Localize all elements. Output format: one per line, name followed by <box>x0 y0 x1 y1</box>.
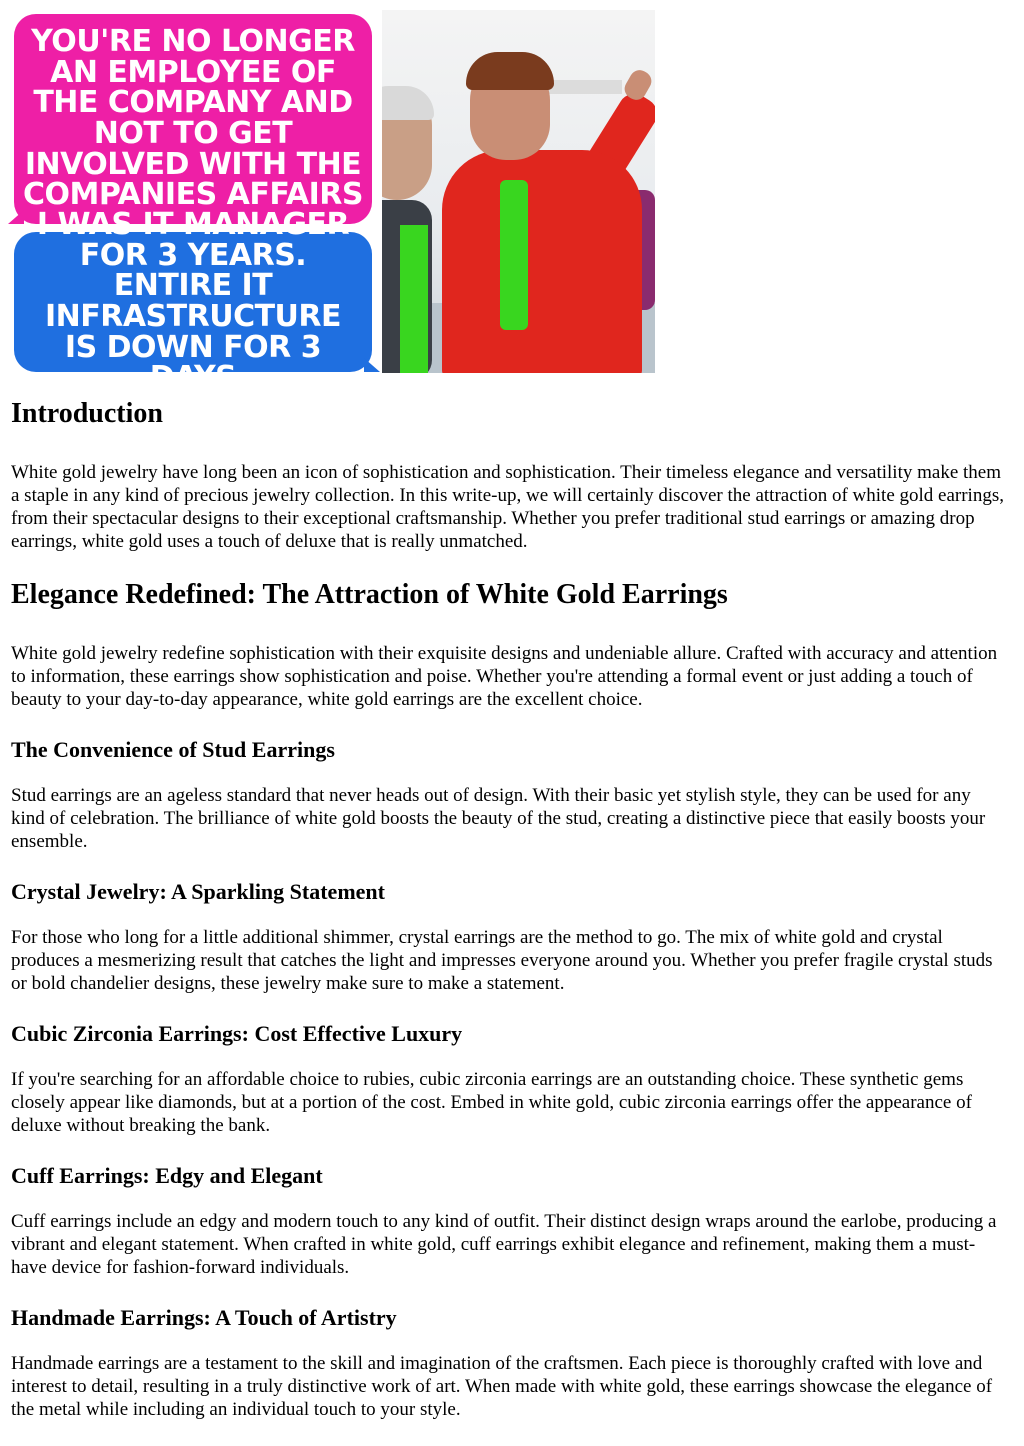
elegance-paragraph: White gold jewelry redefine sophistication with their exquisite designs and undeniable allure. Crafted with accuracy and attention to information, these earrings show sophistication and poise. Whether you're attending a formal event or just adding a touch of beauty to your day-to-day appearance, white gold earrings are the excellent choice. <box>11 643 998 710</box>
section-paragraph-handmade: Handmade earrings are a testament to the skill and imagination of the craftsmen. Each piece is thoroughly crafted with love and interest to detail, resulting in a truly distinctive work of art. When made with white gold, these earrings showcase the elegance of the metal while including an individual touch to your style. <box>11 1353 993 1420</box>
intro-heading: Introduction <box>11 398 163 429</box>
speech-bubble-top-text: YOU'RE NO LONGER AN EMPLOYEE OF THE COMPANY AND NOT TO GET INVOLVED WITH THE COMPANIES AFFAIRS <box>23 24 363 213</box>
section-paragraph-cubic-zirconia: If you're searching for an affordable choice to rubies, cubic zirconia earrings are an outstanding choice. These synthetic gems closely appear like diamonds, but at a portion of the cost. Embed in white gold, cubic zirconia earrings offer the appearance of deluxe without breaking the bank. <box>11 1069 972 1136</box>
section-paragraph-crystal: For those who long for a little additional shimmer, crystal earrings are the method to go. The mix of white gold and crystal produces a mesmerizing result that catches the light and impresses everyone around you. Whether you prefer fragile crystal studs or bold chandelier designs, these jewelry make sure to make a statement. <box>11 927 993 994</box>
photo-man-red-suit <box>442 150 642 373</box>
speech-bubble-top <box>14 14 372 224</box>
photo-man-hair <box>466 52 554 90</box>
bubble-tail <box>364 358 380 372</box>
photo-man-green-tie <box>500 180 528 330</box>
section-paragraph-cuff: Cuff earrings include an edgy and modern touch to any kind of outfit. Their distinct design wraps around the earlobe, producing a vibrant and elegant statement. When crafted in white gold, cuff earrings exhibit elegance and refinement, making them a must-have device for fashion-forward individuals. <box>11 1211 997 1278</box>
section-heading-cuff: Cuff Earrings: Edgy and Elegant <box>11 1163 323 1188</box>
photo-older-man-hair <box>382 86 434 120</box>
section-heading-stud: The Convenience of Stud Earrings <box>11 737 335 762</box>
elegance-heading: Elegance Redefined: The Attraction of White Gold Earrings <box>11 579 728 610</box>
hero-meme-image <box>10 10 655 396</box>
section-paragraph-stud: Stud earrings are an ageless standard that never heads out of design. With their basic yet stylish style, they can be used for any kind of celebration. The brilliance of white gold boosts the beauty of the stud, creating a distinctive piece that easily boosts your ensemble. <box>11 785 986 852</box>
section-heading-handmade: Handmade Earrings: A Touch of Artistry <box>11 1305 397 1330</box>
speech-bubbles <box>10 10 382 396</box>
intro-paragraph: White gold jewelry have long been an icon of sophistication and sophistication. Their timeless elegance and versatility make them a staple in any kind of precious jewelry collection. In this write-up, we will certainly discover the attraction of white gold earrings, from their spectacular designs to their exceptional craftsmanship. Whether you prefer traditional stud earrings or amazing drop earrings, white gold uses a touch of deluxe that is really unmatched. <box>11 462 1004 552</box>
photo-older-man-green-collar <box>400 225 428 373</box>
article-body <box>11 396 1009 1421</box>
office-photo <box>382 10 655 373</box>
section-heading-crystal: Crystal Jewelry: A Sparkling Statement <box>11 879 385 904</box>
speech-bubble-bottom-text: I WAS IT MANAGER FOR 3 YEARS. ENTIRE IT INFRASTRUCTURE IS DOWN FOR 3 DAYS <box>36 207 350 396</box>
section-heading-cubic-zirconia: Cubic Zirconia Earrings: Cost Effective Luxury <box>11 1021 463 1046</box>
speech-bubble-bottom <box>14 207 372 396</box>
